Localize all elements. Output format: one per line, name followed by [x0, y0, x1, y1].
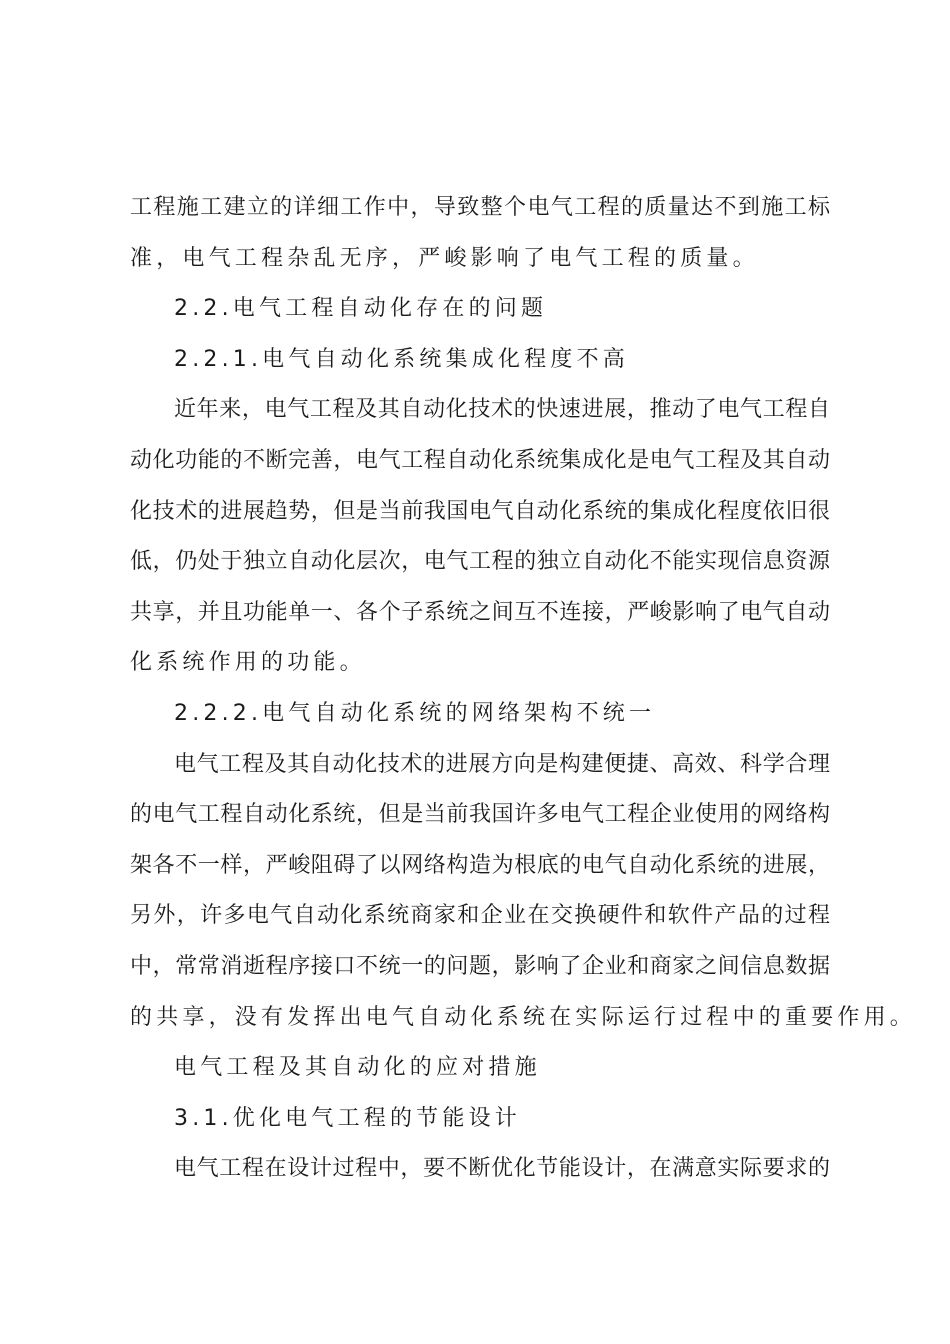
- text-line: 准，电气工程杂乱无序，严峻影响了电气工程的质量。: [130, 245, 759, 271]
- text-line: 动化功能的不断完善，电气工程自动化系统集成化是电气工程及其自动: [130, 447, 830, 473]
- text-line: 化系统作用的功能。: [130, 650, 366, 676]
- text-line: 共享，并且功能单一、各个子系统之间互不连接，严峻影响了电气自动: [130, 599, 830, 625]
- text-line: 架各不一样，严峻阻碍了以网络构造为根底的电气自动化系统的进展，: [130, 852, 830, 878]
- text-line: 化技术的进展趋势，但是当前我国电气自动化系统的集成化程度依旧很: [130, 498, 830, 524]
- text-line: 的共享，没有发挥出电气自动化系统在实际运行过程中的重要作用。: [130, 1004, 917, 1030]
- text-line: 2.2.2.电气自动化系统的网络架构不统一: [174, 700, 656, 726]
- text-line: 低，仍处于独立自动化层次，电气工程的独立自动化不能实现信息资源: [130, 549, 830, 575]
- text-line: 中，常常消逝程序接口不统一的问题，影响了企业和商家之间信息数据: [130, 953, 830, 979]
- text-line: 3.1.优化电气工程的节能设计: [174, 1105, 521, 1131]
- text-line: 工程施工建立的详细工作中，导致整个电气工程的质量达不到施工标: [130, 195, 830, 220]
- text-line: 2.2.1.电气自动化系统集成化程度不高: [174, 346, 629, 372]
- text-line: 2.2.电气工程自动化存在的问题: [174, 296, 548, 322]
- text-line: 电气工程及其自动化的应对措施: [174, 1055, 541, 1081]
- document-body: [130, 183, 917, 1195]
- text-line: 另外，许多电气自动化系统商家和企业在交换硬件和软件产品的过程: [130, 903, 830, 929]
- text-line: 电气工程及其自动化技术的进展方向是构建便捷、高效、科学合理: [174, 751, 830, 777]
- text-line: 的电气工程自动化系统，但是当前我国许多电气工程企业使用的网络构: [130, 802, 830, 828]
- text-line: 近年来，电气工程及其自动化技术的快速进展，推动了电气工程自: [174, 397, 830, 423]
- text-line: 电气工程在设计过程中，要不断优化节能设计，在满意实际要求的: [174, 1156, 830, 1182]
